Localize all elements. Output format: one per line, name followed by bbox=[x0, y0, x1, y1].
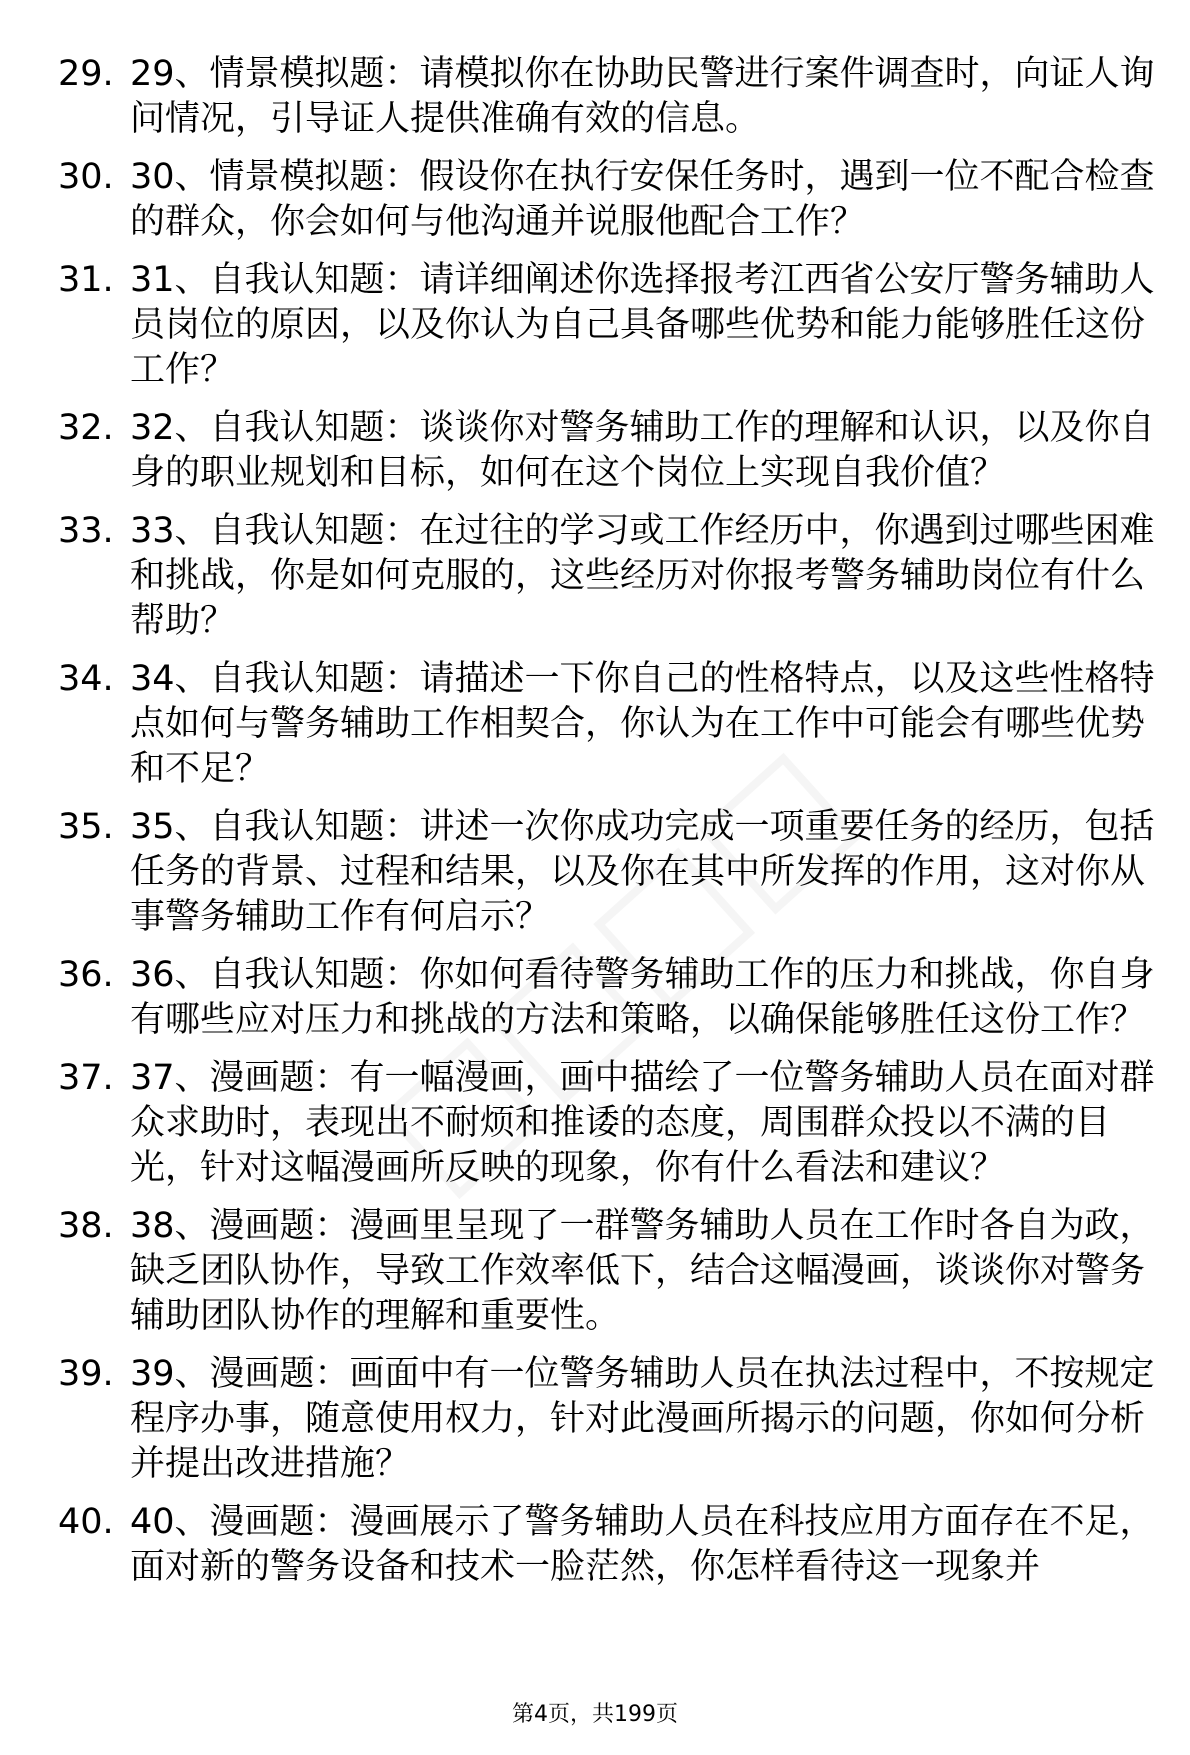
question-text: 36、自我认知题：你如何看待警务辅助工作的压力和挑战，你自身有哪些应对压力和挑战的方法和策略，以确保能够胜任这份工作？ bbox=[130, 955, 1155, 1040]
page-number-label: 第4页，共199页 bbox=[512, 1702, 678, 1727]
question-number: 36. bbox=[58, 955, 114, 995]
question-number: 35. bbox=[58, 807, 114, 847]
question-text: 39、漫画题：画面中有一位警务辅助人员在执法过程中，不按规定程序办事，随意使用权力，针对此漫画所揭示的问题，你如何分析并提出改进措施？ bbox=[130, 1354, 1155, 1484]
question-item bbox=[58, 509, 1158, 644]
question-item bbox=[58, 1056, 1158, 1191]
question-text: 29、情景模拟题：请模拟你在协助民警进行案件调查时，向证人询问情况，引导证人提供准确有效的信息。 bbox=[130, 54, 1155, 139]
question-number: 40. bbox=[58, 1502, 114, 1542]
question-text: 33、自我认知题：在过往的学习或工作经历中，你遇到过哪些困难和挑战，你是如何克服的，这些经历对你报考警务辅助岗位有什么帮助？ bbox=[130, 511, 1155, 641]
page-footer bbox=[0, 1700, 1190, 1730]
question-text: 32、自我认知题：谈谈你对警务辅助工作的理解和认识，以及你自身的职业规划和目标，如何在这个岗位上实现自我价值？ bbox=[130, 408, 1155, 493]
question-number: 32. bbox=[58, 408, 114, 448]
question-text: 37、漫画题：有一幅漫画，画中描绘了一位警务辅助人员在面对群众求助时，表现出不耐烦和推诿的态度，周围群众投以不满的目光，针对这幅漫画所反映的现象，你有什么看法和建议？ bbox=[130, 1058, 1155, 1188]
question-number: 33. bbox=[58, 511, 114, 551]
question-number: 29. bbox=[58, 54, 114, 94]
question-number: 38. bbox=[58, 1206, 114, 1246]
question-text: 38、漫画题：漫画里呈现了一群警务辅助人员在工作时各自为政，缺乏团队协作，导致工作效率低下，结合这幅漫画，谈谈你对警务辅助团队协作的理解和重要性。 bbox=[130, 1206, 1155, 1336]
question-item bbox=[58, 805, 1158, 940]
question-item bbox=[58, 1500, 1158, 1590]
question-item bbox=[58, 1204, 1158, 1339]
question-number: 37. bbox=[58, 1058, 114, 1098]
question-number: 30. bbox=[58, 157, 114, 197]
question-item bbox=[58, 155, 1158, 245]
question-list bbox=[58, 52, 1158, 1603]
question-text: 30、情景模拟题：假设你在执行安保任务时，遇到一位不配合检查的群众，你会如何与他沟通并说服他配合工作？ bbox=[130, 157, 1155, 242]
question-item bbox=[58, 1352, 1158, 1487]
question-number: 39. bbox=[58, 1354, 114, 1394]
question-item bbox=[58, 406, 1158, 496]
question-text: 31、自我认知题：请详细阐述你选择报考江西省公安厅警务辅助人员岗位的原因，以及你认为自己具备哪些优势和能力能够胜任这份工作？ bbox=[130, 260, 1155, 390]
question-item bbox=[58, 953, 1158, 1043]
question-text: 40、漫画题：漫画展示了警务辅助人员在科技应用方面存在不足，面对新的警务设备和技术一脸茫然，你怎样看待这一现象并 bbox=[130, 1502, 1155, 1587]
question-item bbox=[58, 52, 1158, 142]
question-number: 31. bbox=[58, 260, 114, 300]
question-text: 35、自我认知题：讲述一次你成功完成一项重要任务的经历，包括任务的背景、过程和结果，以及你在其中所发挥的作用，这对你从事警务辅助工作有何启示？ bbox=[130, 807, 1155, 937]
question-item bbox=[58, 657, 1158, 792]
question-number: 34. bbox=[58, 659, 114, 699]
question-text: 34、自我认知题：请描述一下你自己的性格特点，以及这些性格特点如何与警务辅助工作相契合，你认为在工作中可能会有哪些优势和不足？ bbox=[130, 659, 1155, 789]
question-item bbox=[58, 258, 1158, 393]
